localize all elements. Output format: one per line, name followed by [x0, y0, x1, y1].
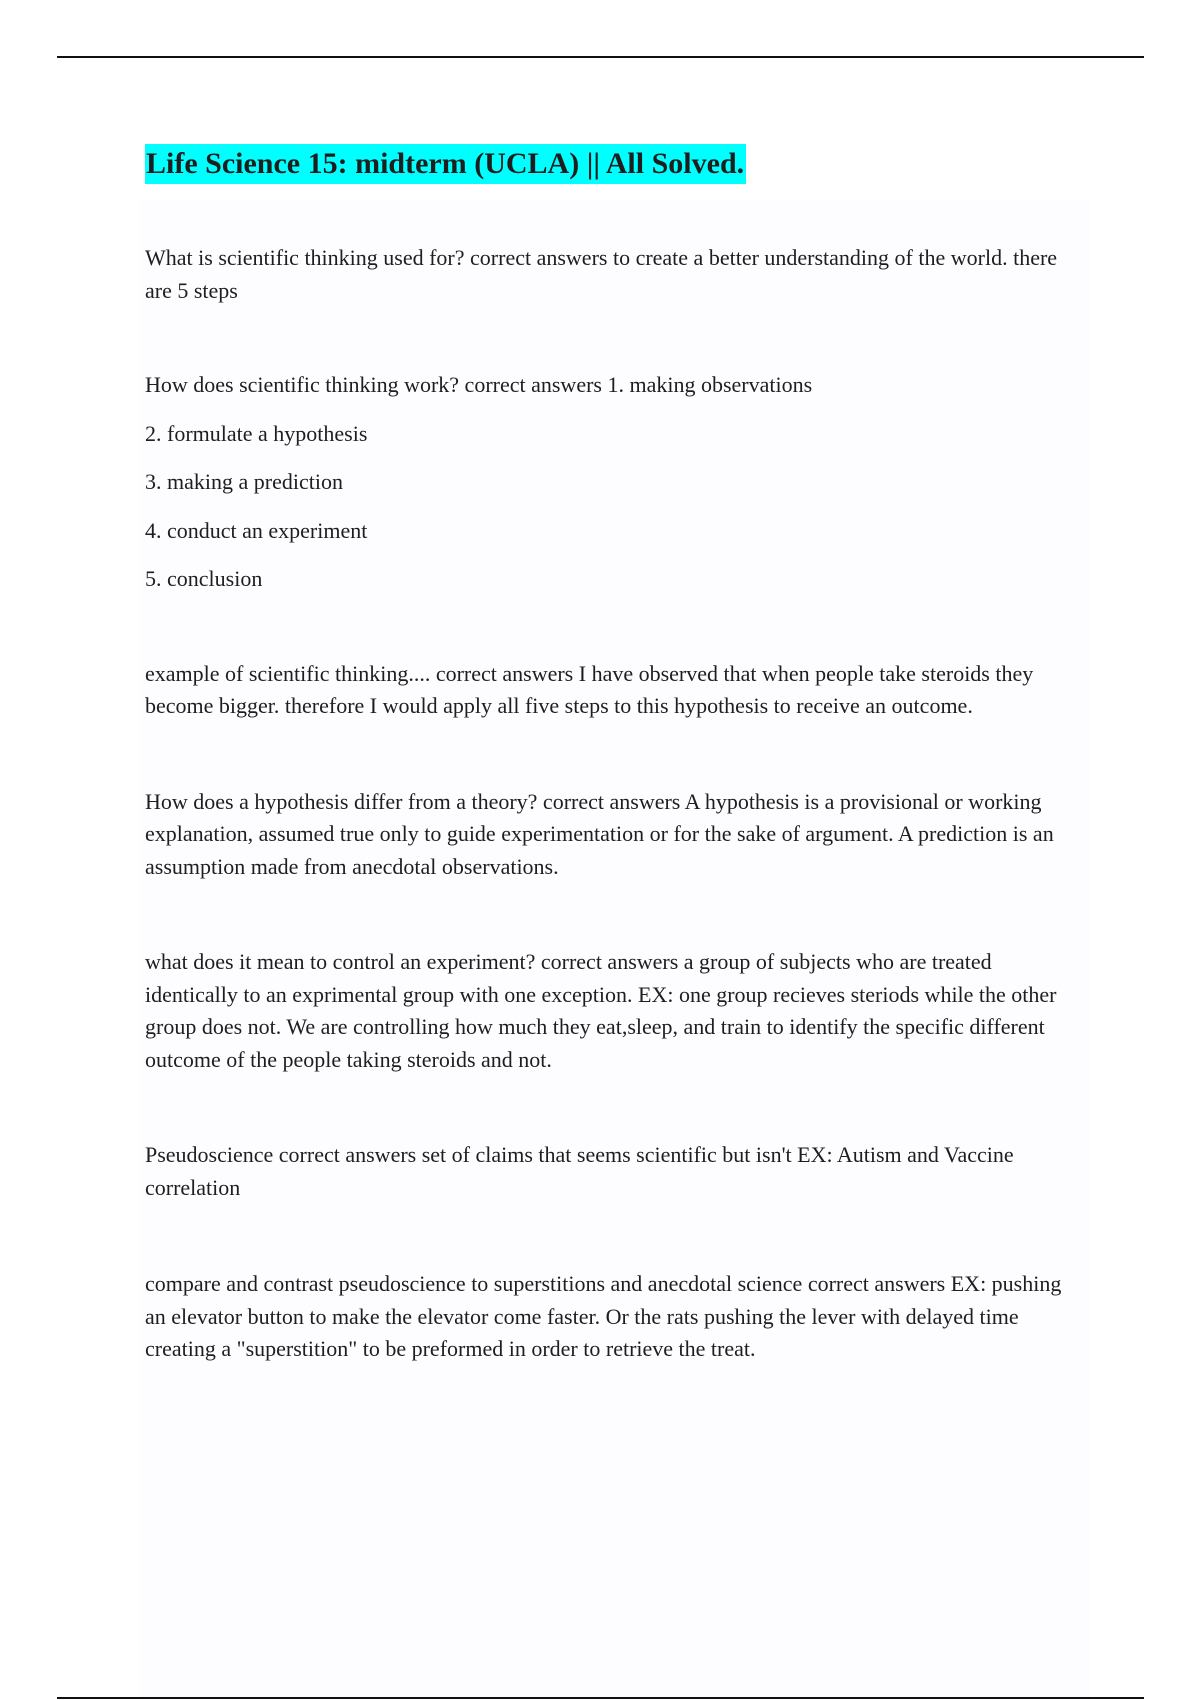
- qa-item-scientific-thinking-use: What is scientific thinking used for? correct answers to create a better understanding of the world. there are 5 steps: [145, 245, 1058, 303]
- step-item: 3. making a prediction: [145, 469, 343, 494]
- qa-item-example: example of scientific thinking.... correct answers I have observed that when people take steroids they become bigger. therefore I would apply all five steps to this hypothesis to receive an outcome.: [145, 660, 1034, 718]
- qa-item-scientific-thinking-work: How does scientific thinking work? correct answers 1. making observations: [145, 372, 813, 397]
- document-body: [145, 144, 1080, 1366]
- qa-item-pseudoscience: Pseudoscience correct answers set of claims that seems scientific but isn't EX: Autism and Vaccine correlation: [145, 1142, 1014, 1200]
- header-rule: [57, 56, 1144, 58]
- qa-item-control-experiment: what does it mean to control an experiment? correct answers a group of subjects who are treated identically to an exprimental group with one exception. EX: one group recieves steriods while the other group does not. We are controlling how much they eat,sleep, and train to identify the specific different outcome of the people taking steroids and not.: [145, 949, 1057, 1072]
- document-title: Life Science 15: midterm (UCLA) || All Solved.: [145, 144, 746, 184]
- footer-rule: [57, 1697, 1144, 1699]
- qa-item-hypothesis-vs-theory: How does a hypothesis differ from a theory? correct answers A hypothesis is a provisional or working explanation, assumed true only to guide experimentation or for the sake of argument. A prediction is an assumption made from anecdotal observations.: [145, 788, 1054, 879]
- step-item: 2. formulate a hypothesis: [145, 420, 368, 446]
- qa-item-compare-contrast: compare and contrast pseudoscience to superstitions and anecdotal science correct answers EX: pushing an elevator button to make the elevator come faster. Or the rats pushing the lever with delayed time creating a "superstition" to be preformed in order to retrieve the treat.: [145, 1271, 1062, 1361]
- step-item: 4. conduct an experiment: [145, 517, 368, 543]
- step-item: 5. conclusion: [145, 566, 263, 591]
